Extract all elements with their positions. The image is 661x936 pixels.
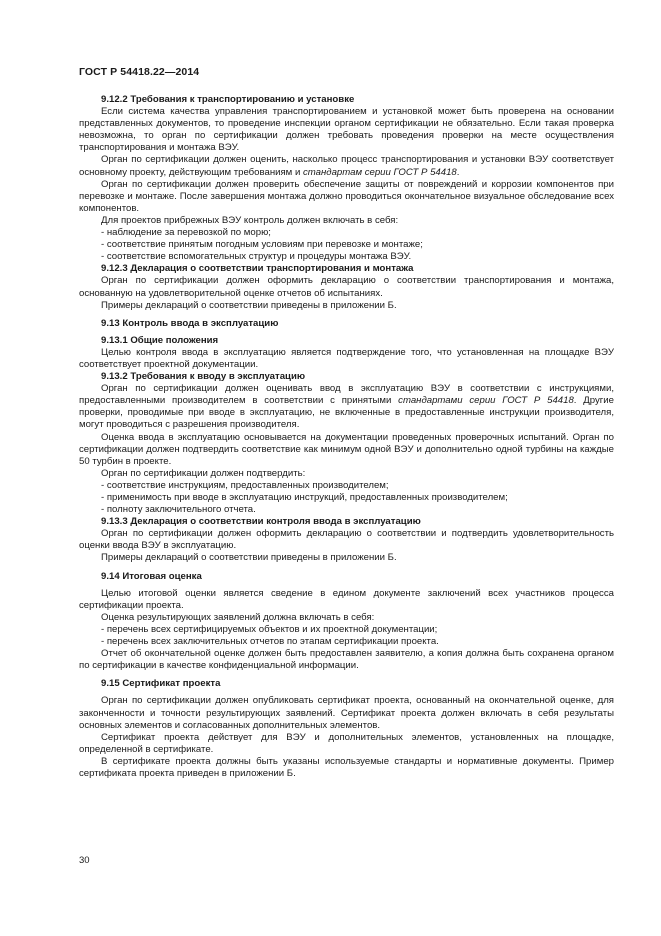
section-heading-9-12-3: 9.12.3 Декларация о соответствии транспортирования и монтажа bbox=[101, 263, 414, 275]
paragraph: Если система качества управления транспортированием и установкой может быть проверена на основании представленных документов, то проведение инспекции органом сертификации не обязательно. Если такая проверка невозможна, то орган по сертификации должен требовать проведения проверки на месте осуществления транспортирования и монтажа ВЭУ. bbox=[79, 106, 614, 154]
paragraph: Орган по сертификации должен подтвердить: bbox=[101, 467, 306, 479]
list-item: - применимость при вводе в эксплуатацию инструкций, предоставленных производителем; bbox=[101, 492, 508, 503]
paragraph: Орган по сертификации должен опубликовать сертификат проекта, основанный на окончательной оценке, для законченности и точности результирующих заявлений. Сертификат проекта должен включать в себя результаты основных элементов и согласованных дополнительных элементов. bbox=[79, 695, 614, 731]
list-item: - соответствие вспомогательных структур и процедуры монтажа ВЭУ. bbox=[101, 251, 412, 263]
section-heading-9-13-3: 9.13.3 Декларация о соответствии контроля ввода в эксплуатацию bbox=[101, 516, 421, 528]
list-item: - соответствие инструкциям, предоставленных производителем; bbox=[101, 479, 389, 491]
bullet-list bbox=[79, 480, 614, 516]
paragraph: Орган по сертификации должен оценить, насколько процесс транспортирования и установки ВЭУ соответствует основному проекту, действующим требованиям и стандартам серии ГОСТ Р 54418. bbox=[79, 154, 614, 178]
section-heading-9-15: 9.15 Сертификат проекта bbox=[101, 678, 221, 690]
document-body bbox=[79, 94, 614, 780]
paragraph: Орган по сертификации должен оценивать ввод в эксплуатацию ВЭУ в соответствии с инструкциями, предоставленными производителем в соответствии с принятыми стандартами серии ГОСТ Р 54418. Другие проверки, проводимые при вводе в эксплуатацию, не включенные в предоставленные инструкции производителя, могут проводиться с разрешения производителя. bbox=[79, 383, 614, 431]
section-heading-9-13-1: 9.13.1 Общие положения bbox=[101, 334, 219, 346]
page-number: 30 bbox=[79, 855, 90, 866]
list-item: - соответствие принятым погодным условиям при перевозке и монтаже; bbox=[101, 239, 423, 251]
section-heading-9-12-2: 9.12.2 Требования к транспортированию и установке bbox=[101, 94, 355, 105]
paragraph: Орган по сертификации должен оформить декларацию о соответствии и подтвердить удовлетворительность оценки ввода ВЭУ в эксплуатацию. bbox=[79, 528, 614, 552]
paragraph: Целью контроля ввода в эксплуатацию является подтверждение того, что установленная на площадке ВЭУ соответствует проектной документации. bbox=[79, 346, 614, 370]
section-heading-9-13-2: 9.13.2 Требования к вводу в эксплуатацию bbox=[101, 371, 306, 383]
list-item: - наблюдение за перевозкой по морю; bbox=[101, 227, 271, 239]
paragraph: Целью итоговой оценки является сведение в едином документе заключений всех участников процесса сертификации проекта. bbox=[79, 587, 614, 611]
bullet-list bbox=[79, 624, 614, 648]
section-heading-9-13: 9.13 Контроль ввода в эксплуатацию bbox=[101, 317, 279, 329]
paragraph: Примеры деклараций о соответствии приведены в приложении Б. bbox=[101, 552, 397, 564]
section-heading-9-14: 9.14 Итоговая оценка bbox=[101, 570, 202, 582]
list-item: - перечень всех сертифицируемых объектов и их проектной документации; bbox=[101, 623, 438, 635]
paragraph: Орган по сертификации должен проверить обеспечение защиты от повреждений и коррозии компонентов при перевозке и монтаже. После завершения монтажа должно проводиться окончательное визуальное обследование всех компонентов. bbox=[79, 178, 614, 214]
bullet-list bbox=[79, 227, 614, 263]
list-item: - полноту заключительного отчета. bbox=[101, 504, 256, 516]
paragraph: В сертификате проекта должны быть указаны используемые стандарты и нормативные документы. Пример сертификата проекта приведен в приложении Б. bbox=[79, 755, 614, 779]
paragraph: Орган по сертификации должен оформить декларацию о соответствии транспортирования и монтажа, основанную на удовлетворительной оценке отчетов об испытаниях. bbox=[79, 275, 614, 299]
paragraph: Для проектов прибрежных ВЭУ контроль должен включать в себя: bbox=[101, 214, 399, 226]
standard-header: ГОСТ Р 54418.22—2014 bbox=[79, 66, 200, 78]
paragraph: Оценка ввода в эксплуатацию основывается на документации проведенных проверочных испытаний. Орган по сертификации должен подтвердить соответствие как минимум одной ВЭУ и дополнительно одной турбины на каждые 50 турбин в проекте. bbox=[79, 431, 614, 467]
paragraph: Оценка результирующих заявлений должна включать в себя: bbox=[101, 611, 375, 623]
paragraph: Сертификат проекта действует для ВЭУ и дополнительных элементов, установленных на площадке, определенной в сертификате. bbox=[79, 731, 614, 755]
list-item: - перечень всех заключительных отчетов по этапам сертификации проекта. bbox=[101, 636, 439, 648]
paragraph: Примеры деклараций о соответствии приведены в приложении Б. bbox=[101, 299, 397, 311]
paragraph: Отчет об окончательной оценке должен быть предоставлен заявителю, а копия должна быть сохранена органом по сертификации в качестве конфиденциальной информации. bbox=[79, 648, 614, 672]
